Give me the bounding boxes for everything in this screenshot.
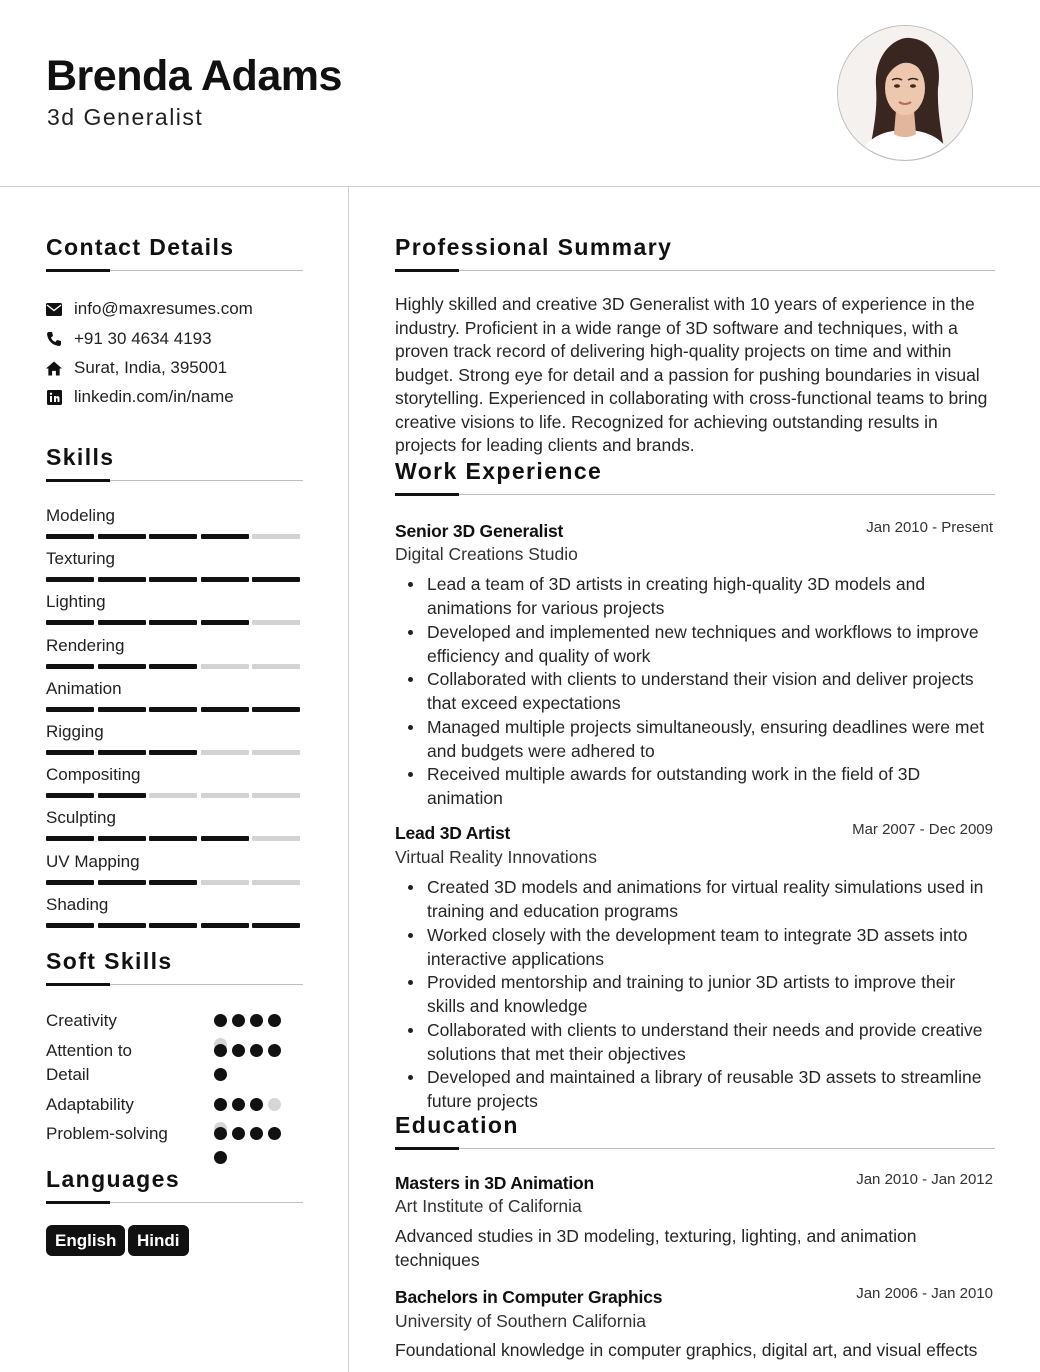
list-item: Collaborated with clients to understand their vision and deliver projects that exceed expectations [395,667,995,715]
school-name: University of Southern California [395,1311,646,1331]
contact-phone-text: +91 30 4634 4193 [74,329,212,348]
skill-level-segment [98,923,146,928]
candidate-title: 3d Generalist [47,104,204,130]
rating-dot [250,1044,263,1057]
skill-name: Texturing [46,549,115,569]
rating-dot [214,1014,227,1027]
list-item: Collaborated with clients to understand their needs and provide creative solutions that met their objectives [395,1018,995,1066]
soft-skill-name: Adaptability [46,1095,134,1114]
languages-heading: Languages [46,1166,181,1192]
skill-level-segment [98,750,146,755]
language-badge: English [46,1225,125,1256]
skill-level-bar [46,664,302,669]
contact-phone[interactable] [46,329,212,349]
skill-level-segment [252,793,300,798]
experience-heading: Work Experience [395,458,603,484]
job-company: Virtual Reality Innovations [395,847,598,867]
heading-accent [395,1147,459,1150]
rating-dot [214,1044,227,1057]
skill-level-segment [149,836,197,841]
skill-level-segment [252,750,300,755]
skill-level-bar [46,836,302,841]
envelope-icon [46,301,62,317]
skill-name: Shading [46,894,109,914]
list-item: Developed and implemented new techniques and workflows to improve efficiency and quality of work [395,620,995,668]
rating-dot [214,1127,227,1140]
skill-name: Lighting [46,592,106,612]
skill-level-segment [252,923,300,928]
skill-level-segment [252,707,300,712]
job-bullets [395,572,995,810]
skill-level-segment [201,664,249,669]
soft-skills-section-heading [46,950,173,973]
contact-address-text: Surat, India, 395001 [74,358,228,377]
list-item: Created 3D models and animations for virtual reality simulations used in training and education programs [395,875,995,923]
skill-level-segment [98,836,146,841]
contact-section-heading [46,236,234,259]
skill-level-segment [252,577,300,582]
degree-date: Jan 2006 - Jan 2010 [856,1285,993,1302]
skill-level-segment [201,620,249,625]
summary-heading: Professional Summary [395,234,673,260]
heading-rule [395,494,995,495]
resume-header [0,0,1040,187]
skill-level-segment [201,793,249,798]
heading-accent [46,1201,110,1204]
school-name: Art Institute of California [395,1196,582,1216]
skill-name: Modeling [46,506,115,525]
job-bullets [395,875,995,1113]
contact-heading: Contact Details [46,234,235,260]
candidate-name: Brenda Adams [46,52,342,100]
soft-skills-heading: Soft Skills [46,948,173,974]
skills-heading: Skills [46,444,115,470]
skill-level-segment [149,793,197,798]
skill-level-segment [201,880,249,885]
degree-date: Jan 2010 - Jan 2012 [856,1171,993,1188]
rating-dot [232,1098,245,1111]
skill-level-segment [149,577,197,582]
skill-level-segment [46,880,94,885]
list-item: Lead a team of 3D artists in creating high-quality 3D models and animations for various projects [395,572,995,620]
heading-accent [395,269,459,272]
education-heading: Education [395,1112,519,1138]
skill-level-segment [252,620,300,625]
skill-level-segment [252,534,300,539]
rating-dot [250,1098,263,1111]
skill-level-bar [46,880,302,885]
rating-dot [232,1127,245,1140]
skill-level-segment [149,707,197,712]
degree-description: Foundational knowledge in computer graphics, digital art, and visual effects [395,1340,978,1360]
avatar [838,26,972,160]
skill-name: Sculpting [46,808,116,828]
contact-email-text: info@maxresumes.com [74,299,253,318]
skill-level-segment [46,923,94,928]
skill-name: Rigging [46,722,104,741]
degree-title: Masters in 3D Animation [395,1173,594,1193]
profile-photo [837,25,973,161]
skill-level-segment [46,750,94,755]
languages-section-heading [46,1168,180,1191]
skill-level-segment [201,923,249,928]
skills-section-heading [46,446,115,469]
list-item: Provided mentorship and training to junior 3D artists to improve their skills and knowledge [395,970,995,1018]
heading-accent [395,493,459,496]
skill-level-bar [46,534,302,539]
skill-level-segment [201,750,249,755]
skill-level-segment [149,923,197,928]
language-badge: Hindi [128,1225,189,1256]
skill-name: Animation [46,678,122,698]
contact-address [46,358,227,378]
rating-dot [268,1044,281,1057]
linkedin-icon [46,389,62,405]
skill-level-bar [46,620,302,625]
skill-level-segment [46,577,94,582]
skill-level-segment [149,880,197,885]
skill-level-segment [98,880,146,885]
skill-level-segment [149,750,197,755]
summary-text: Highly skilled and creative 3D Generalist with 10 years of experience in the industry. Proficient in a wide range of 3D software and techniques, with a proven track record of delivering high-quality projects on time and within budget. Strong eye for detail and a passion for pushing boundaries in visual storytelling. Experienced in collaborating with cross-functional teams to bring creative visions to life. Recognized for achieving outstanding results in projects for leading clients and brands. [395,294,988,455]
phone-icon [46,331,62,347]
skill-level-segment [98,707,146,712]
list-item: Developed and maintained a library of reusable 3D assets to streamline future projects [395,1065,995,1113]
skill-name: UV Mapping [46,851,140,871]
list-item: Received multiple awards for outstanding work in the field of 3D animation [395,762,995,810]
skill-level-segment [46,534,94,539]
degree-title: Bachelors in Computer Graphics [395,1287,663,1307]
skill-level-segment [201,707,249,712]
degree-description: Advanced studies in 3D modeling, texturing, lighting, and animation techniques [395,1226,917,1270]
skill-name: Rendering [46,635,125,655]
skill-level-segment [201,577,249,582]
rating-dot [250,1014,263,1027]
skill-level-segment [252,836,300,841]
soft-skill-name: Attention to Detail [46,1041,133,1084]
skill-level-segment [201,534,249,539]
rating-dot [214,1068,227,1081]
skill-level-bar [46,750,302,755]
rating-dot [268,1127,281,1140]
skill-level-bar [46,793,302,798]
skill-level-segment [98,793,146,798]
skill-level-bar [46,923,302,928]
skill-level-segment [252,880,300,885]
skill-level-segment [98,534,146,539]
job-date: Jan 2010 - Present [866,519,993,536]
rating-dot [214,1151,227,1164]
education-section-heading [395,1114,519,1137]
soft-skill-name: Creativity [46,1011,117,1030]
rating-dot [268,1014,281,1027]
contact-linkedin-text: linkedin.com/in/name [74,387,234,406]
contact-linkedin[interactable] [46,387,234,407]
summary-section-heading [395,236,672,259]
skill-level-segment [149,664,197,669]
heading-rule [395,1148,995,1149]
rating-dot [232,1014,245,1027]
skill-level-bar [46,577,302,582]
skill-level-segment [46,793,94,798]
skill-level-segment [46,707,94,712]
skill-level-segment [149,534,197,539]
skill-level-segment [98,577,146,582]
skill-level-segment [201,836,249,841]
skill-level-bar [46,707,302,712]
experience-section-heading [395,460,602,483]
skill-level-segment [149,620,197,625]
column-divider [348,187,349,1372]
heading-accent [46,983,110,986]
rating-dot [268,1098,281,1111]
heading-accent [46,479,110,482]
skill-level-segment [98,620,146,625]
heading-rule [395,270,995,271]
list-item: Managed multiple projects simultaneously, ensuring deadlines were met and budgets were adhered to [395,715,995,763]
skill-level-segment [46,836,94,841]
contact-email[interactable] [46,299,253,319]
skill-level-segment [98,664,146,669]
skill-level-segment [46,664,94,669]
heading-accent [46,269,110,272]
soft-skill-name: Problem-solving [46,1124,168,1143]
job-date: Mar 2007 - Dec 2009 [852,821,993,838]
skill-level-segment [46,620,94,625]
rating-dot [214,1098,227,1111]
rating-dot [250,1127,263,1140]
job-title: Senior 3D Generalist [395,521,564,541]
job-title: Lead 3D Artist [395,823,511,843]
rating-dot [232,1044,245,1057]
list-item: Worked closely with the development team to integrate 3D assets into interactive applications [395,923,995,971]
skill-level-segment [252,664,300,669]
skill-name: Compositing [46,765,141,785]
job-company: Digital Creations Studio [395,544,578,564]
home-icon [46,360,62,376]
